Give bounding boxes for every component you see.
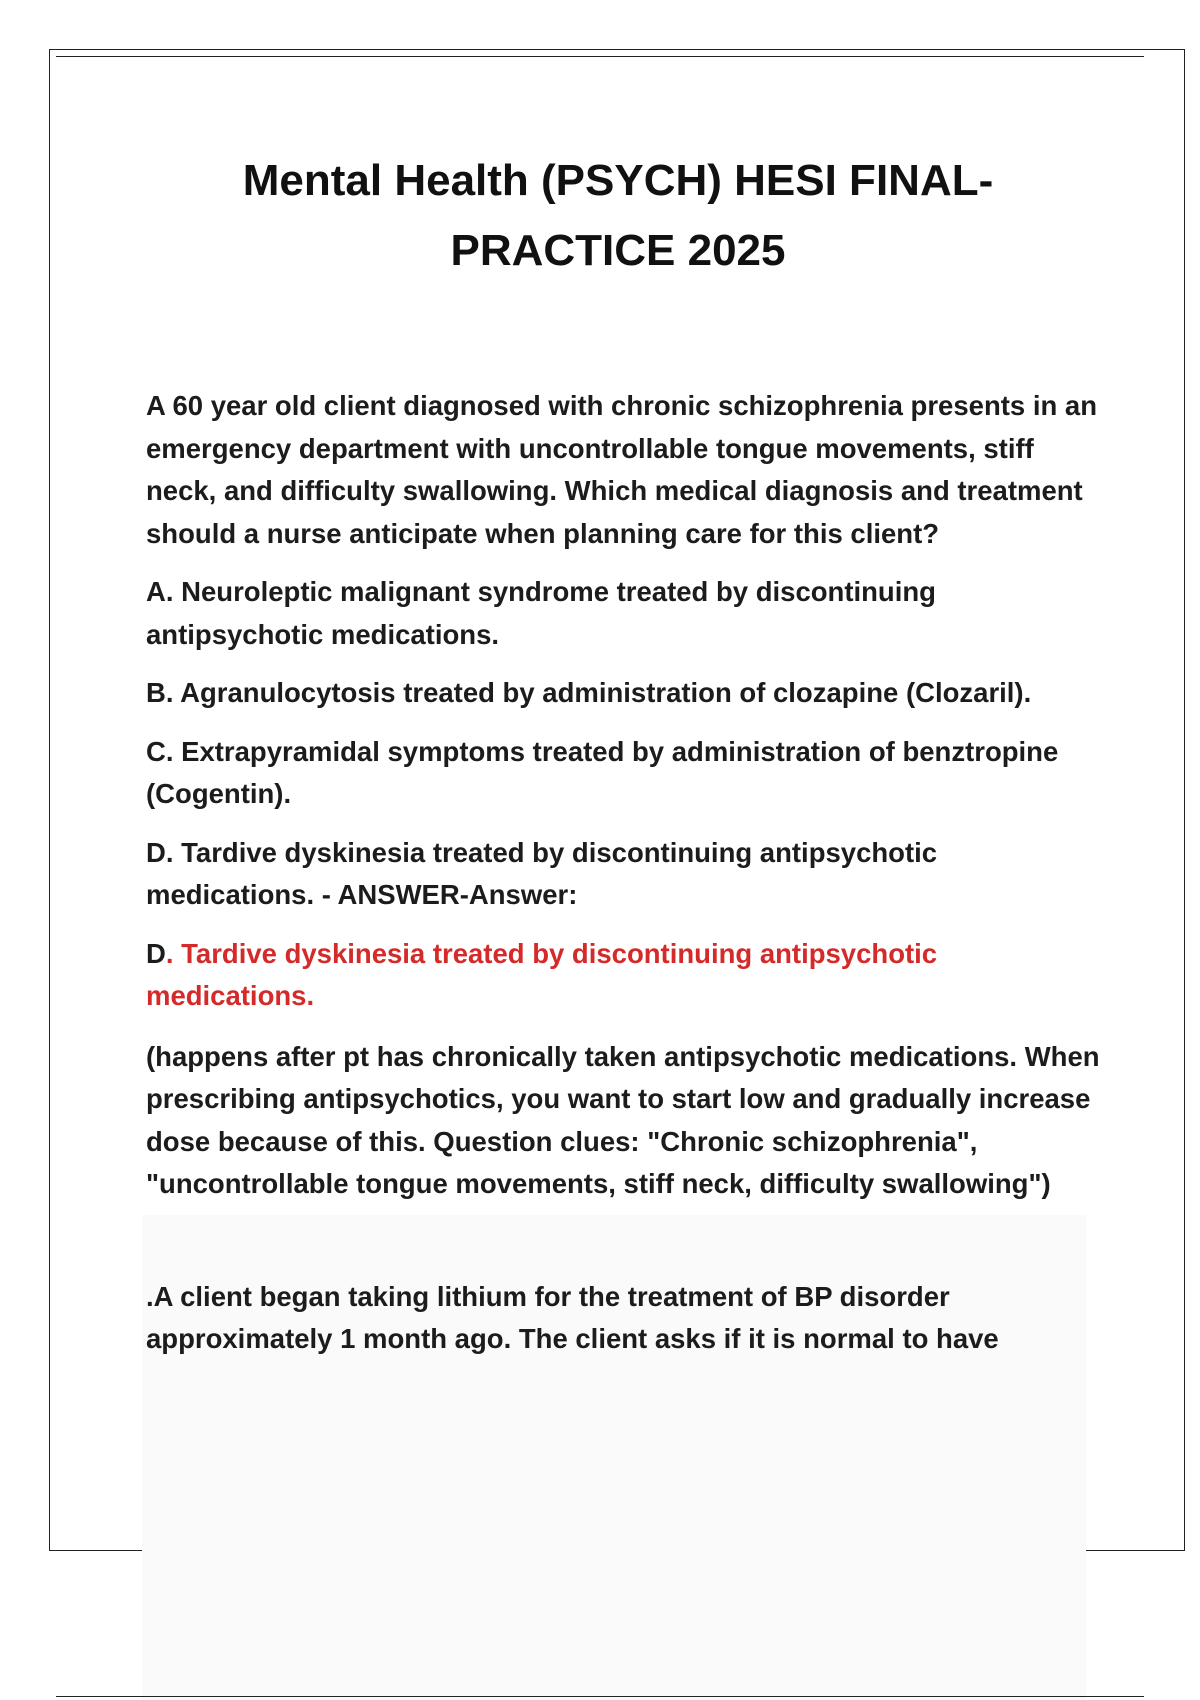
- title-line-2: PRACTICE 2025: [450, 226, 786, 275]
- document-title: [0, 146, 1200, 286]
- question-spacer: [146, 1222, 1106, 1276]
- bottom-rule: [56, 1696, 1144, 1697]
- question-1-stem: A 60 year old client diagnosed with chronic schizophrenia presents in an emergency department with uncontrollable tongue movements, stiff neck, and difficulty swallowing. Which medical diagnosis and treatment should a nurse anticipate when planning care for this client?: [146, 390, 1098, 549]
- question-1-option-c: C. Extrapyramidal symptoms treated by administration of benztropine (Cogentin).: [146, 735, 1059, 809]
- question-1-option-b: B. Agranulocytosis treated by administration of clozapine (Clozaril).: [146, 677, 1032, 708]
- question-1-option-a: A. Neuroleptic malignant syndrome treated by discontinuing antipsychotic medications.: [146, 576, 936, 650]
- question-1-rationale: (happens after pt has chronically taken antipsychotic medications. When prescribing antipsychotics, you want to start low and gradually increase dose because of this. Question clues: "Chronic schizophrenia", "uncontrollable tongue movements, stiff neck, difficulty swallowing"): [146, 1040, 1100, 1199]
- title-line-1: Mental Health (PSYCH) HESI FINAL-: [242, 156, 994, 205]
- answer-text: . Tardive dyskinesia treated by discontinuing antipsychotic medications.: [146, 937, 938, 1011]
- document-body: [146, 385, 1106, 1377]
- top-rule: [56, 56, 1144, 57]
- question-1-answer: [146, 933, 1106, 1018]
- answer-letter: D: [146, 937, 166, 969]
- question-1-option-d: D. Tardive dyskinesia treated by discontinuing antipsychotic medications. - ANSWER-Answer:: [146, 836, 938, 910]
- question-2-stem: .A client began taking lithium for the treatment of BP disorder approximately 1 month ago. The client asks if it is normal to have: [146, 1280, 999, 1354]
